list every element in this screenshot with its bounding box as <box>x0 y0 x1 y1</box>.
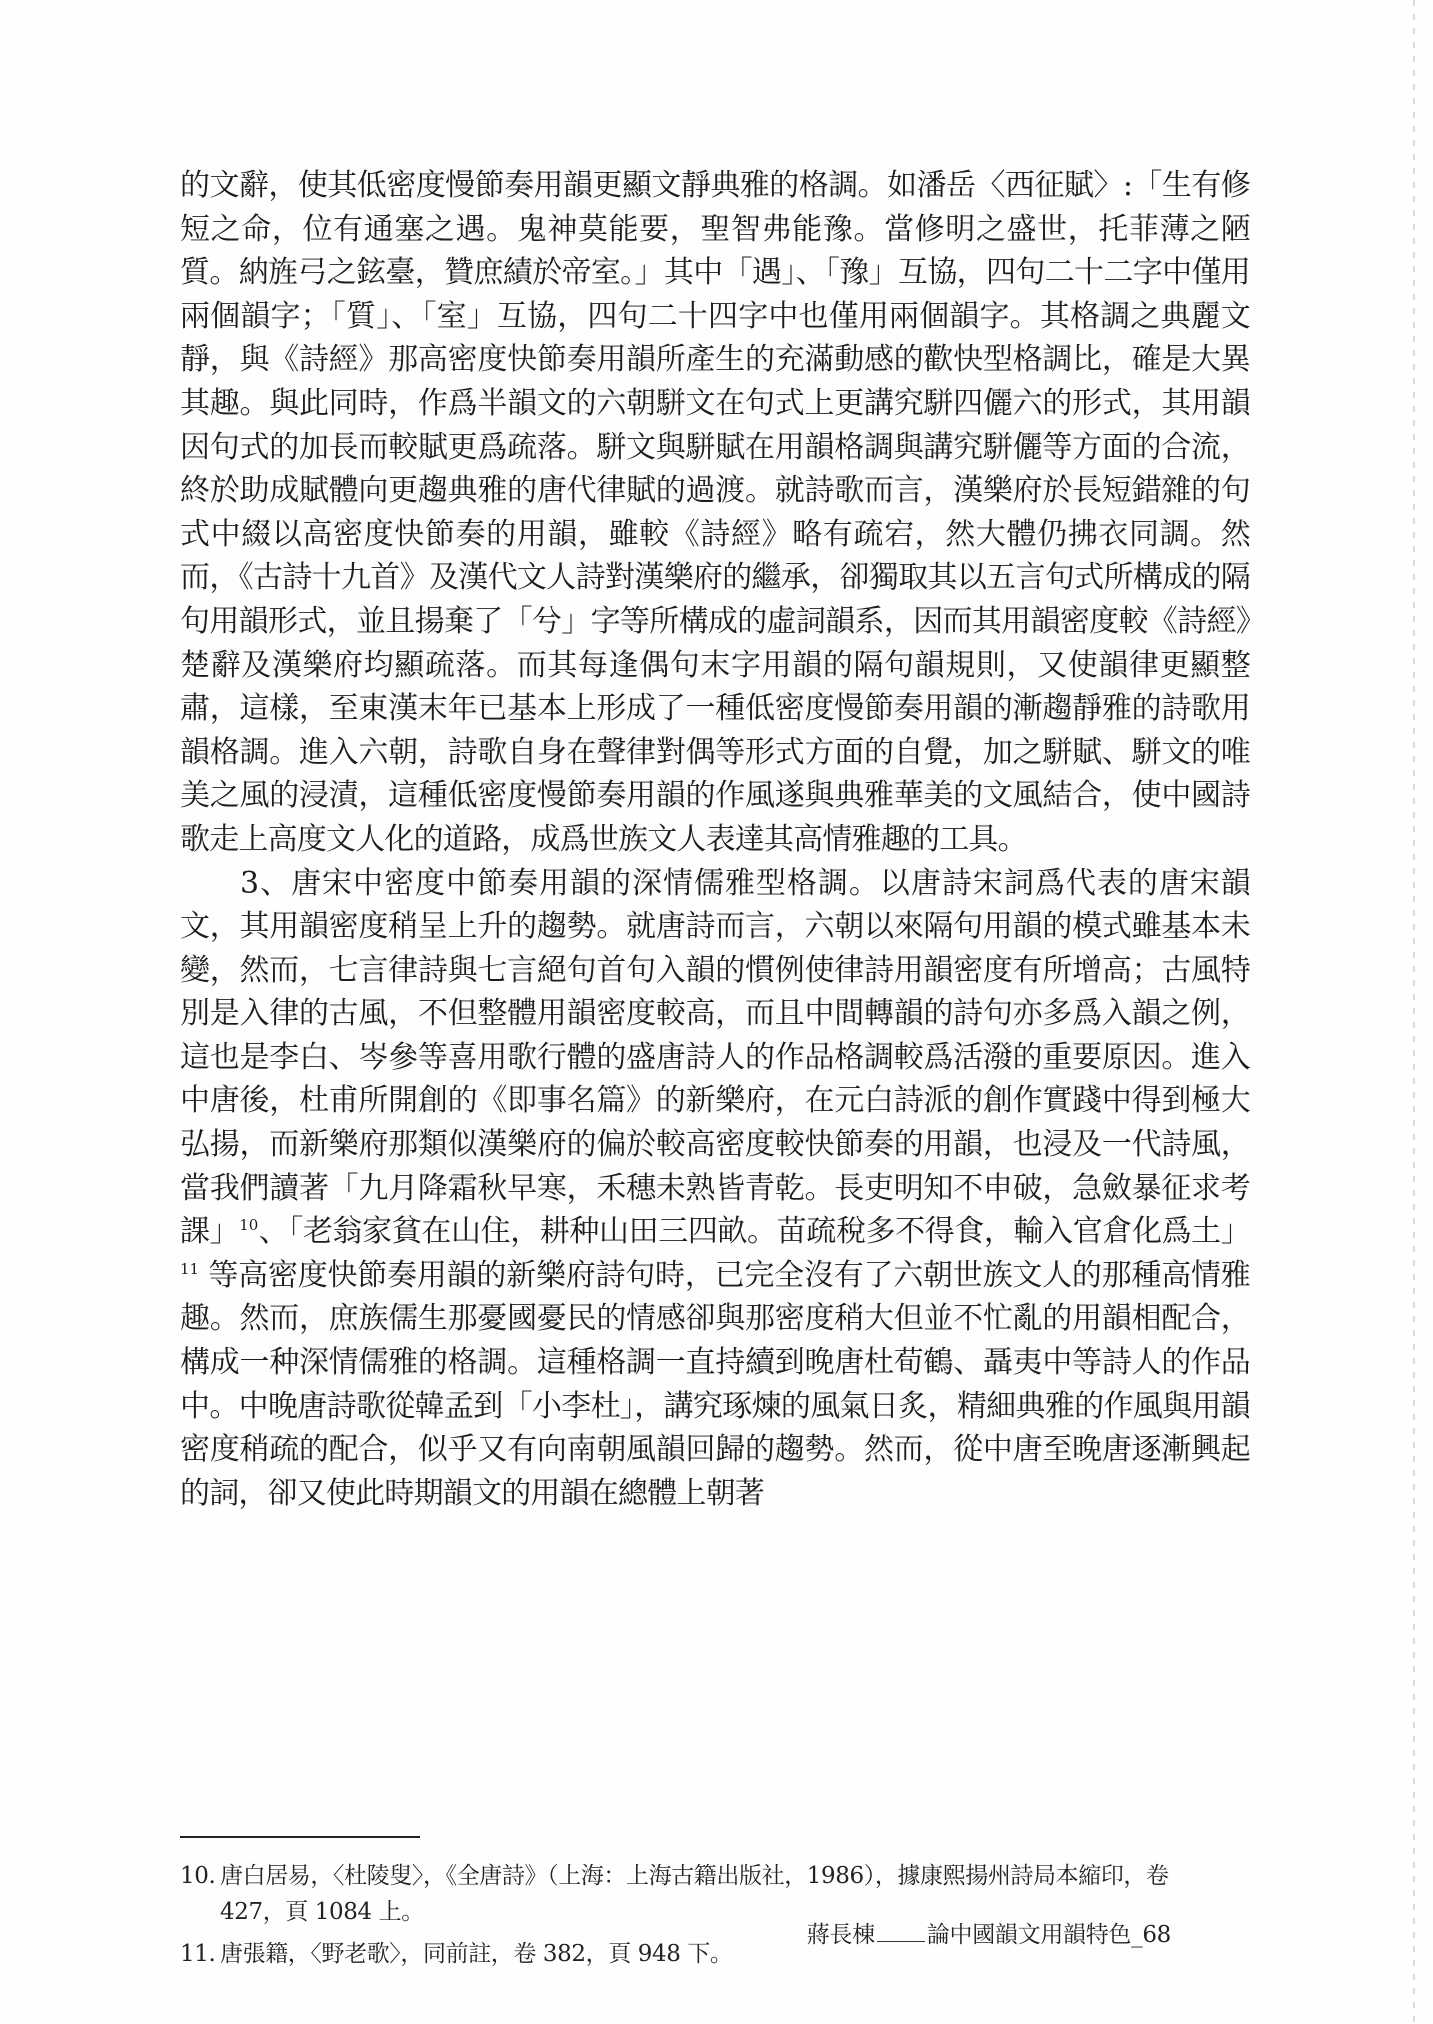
footer-title-page: 論中國韻文用韻特色_68 <box>926 1922 1171 1948</box>
body-paragraph <box>180 164 1250 862</box>
footnote-separator <box>180 1836 420 1838</box>
paragraph-text: 、「老翁家貧在山住，耕种山田三四畝。苗疏稅多不得食，輸入官倉化爲土」 <box>258 1214 1250 1250</box>
footnote-reference[interactable]: 10 <box>239 1216 259 1235</box>
footer-separator <box>877 1941 925 1942</box>
footnote-number: 11. <box>180 1941 216 1967</box>
body-paragraph <box>180 862 1250 1516</box>
footnote-text: 唐張籍，〈野老歌〉，同前註，卷 382，頁 948 下。 <box>220 1941 733 1967</box>
paragraph-text: 3、唐宋中密度中節奏用韻的深情儒雅型格調。以唐詩宋詞爲代表的唐宋韻文，其用韻密度稍呈上升的趨勢。就唐詩而言，六朝以來隔句用韻的模式雖基本未變，然而，七言律詩與七言絕句首句入韻的慣例使律詩用韻密度有所增高；古風特別是入律的古風，不但整體用韻密度較高，而且中間轉韻的詩句亦多爲入韻之例，這也是李白、岑參等喜用歌行體的盛唐詩人的作品格調較爲活潑的重要原因。進入中唐後，杜甫所開創的《即事名篇》的新樂府，在元白詩派的創作實踐中得到極大弘揚，而新樂府那類似漢樂府的偏於較高密度較快節奏的用韻，也浸及一代詩風，當我們讀著「九月降霜秋早寒，禾穗未熟皆青乾。長吏明知不申破，急斂暴征求考課」 <box>180 865 1250 1250</box>
paragraph-text: 的文辭，使其低密度慢節奏用韻更顯文靜典雅的格調。如潘岳〈西征賦〉:「生有修短之命，位有通塞之遇。鬼神莫能要，聖智弗能豫。當修明之盛世，托菲薄之陋質。納旌弓之鉉臺，贊庶績於帝室。」其中「遇」、「豫」互協，四句二十二字中僅用兩個韻字；「質」、「室」互協，四句二十四字中也僅用兩個韻字。其格調之典麗文靜，與《詩經》那高密度快節奏用韻所產生的充滿動感的歡快型格調比，確是大異其趣。與此同時，作爲半韻文的六朝駢文在句式上更講究駢四儷六的形式，其用韻因句式的加長而較賦更爲疏落。駢文與駢賦在用韻格調與講究駢儷等方面的合流，終於助成賦體向更趨典雅的唐代律賦的過渡。就詩歌而言，漢樂府於長短錯雜的句式中綴以高密度快節奏的用韻，雖較《詩經》略有疏宕，然大體仍拂衣同調。然而，《古詩十九首》及漢代文人詩對漢樂府的繼承，卻獨取其以五言句式所構成的隔句用韻形式，並且揚棄了「兮」字等所構成的虛詞韻系，因而其用韻密度較《詩經》楚辭及漢樂府均顯疏落。而其每逢偶句末字用韻的隔句韻規則，又使韻律更顯整肅，這樣，至東漢末年已基本上形成了一種低密度慢節奏用韻的漸趨靜雅的詩歌用韻格調。進入六朝，詩歌自身在聲律對偶等形式方面的自覺，加之駢賦、駢文的唯美之風的浸漬，這種低密度慢節奏用韻的作風遂與典雅華美的文風結合，使中國詩歌走上高度文人化的道路，成爲世族文人表達其高情雅趣的工具。 <box>180 168 1250 857</box>
running-footer <box>807 1916 1171 1949</box>
footer-author: 蔣長棟 <box>806 1922 875 1948</box>
footnote-number: 10. <box>180 1863 216 1889</box>
footnote-reference[interactable]: 11 <box>180 1259 200 1278</box>
scan-edge-mark <box>1413 0 1415 2024</box>
paragraph-text: 等高密度快節奏用韻的新樂府詩句時，已完全沒有了六朝世族文人的那種高情雅趣。然而，庶族儒生那憂國憂民的情感卻與那密度稍大但並不忙亂的用韻相配合，構成一种深情儒雅的格調。這種格調一直持續到晚唐杜荀鶴、聶夷中等詩人的作品中。中晚唐詩歌從韓孟到「小李杜」，講究琢煉的風氣日炙，精細典雅的作風與用韻密度稍疏的配合，似乎又有向南朝風韻回歸的趨勢。然而，從中唐至晚唐逐漸興起的詞，卻又使此時期韻文的用韻在總體上朝著 <box>180 1257 1250 1511</box>
body-text <box>180 164 1250 1515</box>
footnote-text: 唐白居易，〈杜陵叟〉，《全唐詩》（上海：上海古籍出版社，1986），據康熙揚州詩局本縮印，卷 427，頁 1084 上。 <box>220 1863 1169 1925</box>
